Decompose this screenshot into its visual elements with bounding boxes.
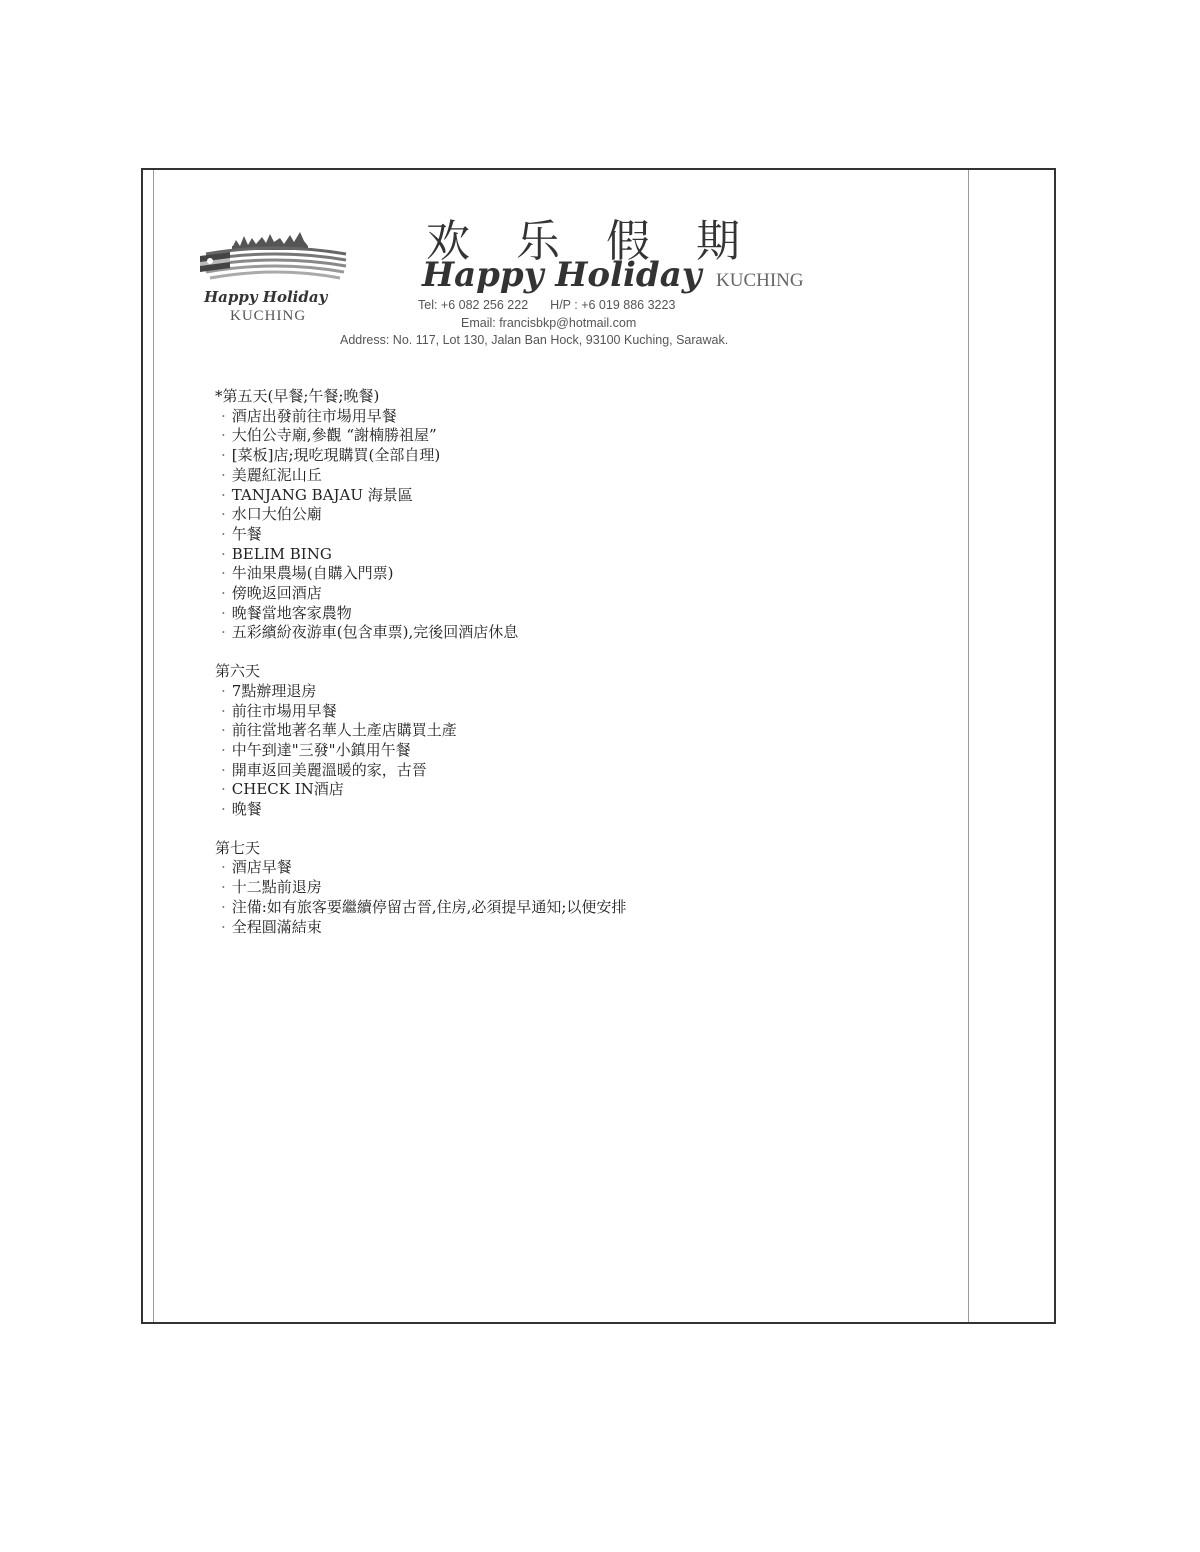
day-five [215, 387, 626, 643]
contact-phones [418, 298, 675, 312]
bullet-dot-icon: · [221, 446, 226, 465]
bullet-dot-icon: · [221, 505, 226, 524]
list-item: · 牛油果農場(自購入門票) [221, 564, 394, 583]
day-activity-list [215, 407, 626, 643]
bullet-dot-icon: · [221, 623, 226, 642]
bullet-dot-icon: · [221, 584, 226, 603]
bullet-dot-icon: · [221, 426, 226, 445]
list-item: · 酒店早餐 [221, 858, 292, 877]
bullet-dot-icon: · [221, 878, 226, 897]
bullet-dot-icon: · [221, 858, 226, 877]
logo-brand-text: Happy Holiday [204, 288, 328, 306]
list-item: · TANJANG BAJAU 海景區 [221, 485, 413, 504]
kuching-skyline-logo-icon [196, 228, 356, 290]
list-item: · 全程圓滿結束 [221, 917, 322, 936]
bullet-dot-icon: · [221, 603, 226, 622]
list-item: · 晚餐當地客家農物 [221, 603, 352, 622]
list-item: · 注備:如有旅客要繼續停留古晉,住房,必須提早通知;以便安排 [221, 897, 627, 916]
bullet-dot-icon: · [221, 524, 226, 543]
logo-city-text: KUCHING [230, 308, 307, 324]
itinerary [215, 387, 626, 937]
company-logo [196, 228, 356, 328]
list-item: · 中午到達"三發"小鎮用午餐 [221, 740, 411, 759]
list-item: · BELIM BING [221, 544, 332, 563]
day-title: *第五天(早餐;午餐;晚餐) [215, 387, 380, 405]
day-six [215, 662, 626, 820]
list-item: · 晚餐 [221, 800, 262, 819]
list-item: · 傍晚返回酒店 [221, 584, 322, 603]
day-activity-list [215, 682, 626, 820]
bullet-dot-icon: · [221, 760, 226, 779]
list-item: · 美麗紅泥山丘 [221, 465, 322, 484]
company-title-chinese: 欢 乐 假 期 [426, 216, 756, 267]
bullet-dot-icon: · [221, 780, 226, 799]
list-item: · 開車返回美麗溫暖的家，古晉 [221, 760, 427, 779]
bullet-dot-icon: · [221, 701, 226, 720]
day-title: 第七天 [215, 838, 261, 857]
bullet-dot-icon: · [221, 485, 226, 504]
bullet-dot-icon: · [221, 800, 226, 819]
list-item: · [菜板]店;現吃現購買(全部自理) [221, 446, 441, 465]
list-item: · 水口大伯公廟 [221, 505, 322, 524]
list-item: · CHECK IN酒店 [221, 780, 344, 799]
day-activity-list [215, 858, 626, 937]
list-item: · 午餐 [221, 524, 262, 543]
margin-line-left [153, 170, 154, 1322]
list-item: · 大伯公寺廟,參觀 “謝楠勝祖屋” [221, 426, 437, 445]
list-item: · 前往當地著名華人土產店購買土產 [221, 721, 457, 740]
list-item: · 五彩繽紛夜游車(包含車票),完後回酒店休息 [221, 623, 519, 642]
list-item: · 7點辦理退房 [221, 681, 317, 700]
bullet-dot-icon: · [221, 917, 226, 936]
bullet-dot-icon: · [221, 544, 226, 563]
list-item: · 十二點前退房 [221, 878, 322, 897]
company-city: KUCHING [716, 270, 804, 291]
bullet-dot-icon: · [221, 721, 226, 740]
handphone-number: H/P : +6 019 886 3223 [550, 298, 676, 312]
list-item: · 酒店出發前往市場用早餐 [221, 406, 397, 425]
bullet-dot-icon: · [221, 465, 226, 484]
margin-line-right [968, 170, 969, 1322]
bullet-dot-icon: · [221, 681, 226, 700]
day-seven [215, 839, 626, 938]
company-brand-name: Happy Holiday [422, 255, 702, 295]
day-title: 第六天 [215, 662, 261, 681]
bullet-dot-icon: · [221, 564, 226, 583]
company-address: Address: No. 117, Lot 130, Jalan Ban Hock, 93100 Kuching, Sarawak. [340, 333, 729, 347]
telephone-number: Tel: +6 082 256 222 [418, 298, 529, 312]
bullet-dot-icon: · [221, 740, 226, 759]
bullet-dot-icon: · [221, 406, 226, 425]
list-item: · 前往市場用早餐 [221, 701, 337, 720]
bullet-dot-icon: · [221, 897, 226, 916]
contact-email: Email: francisbkp@hotmail.com [461, 316, 637, 330]
